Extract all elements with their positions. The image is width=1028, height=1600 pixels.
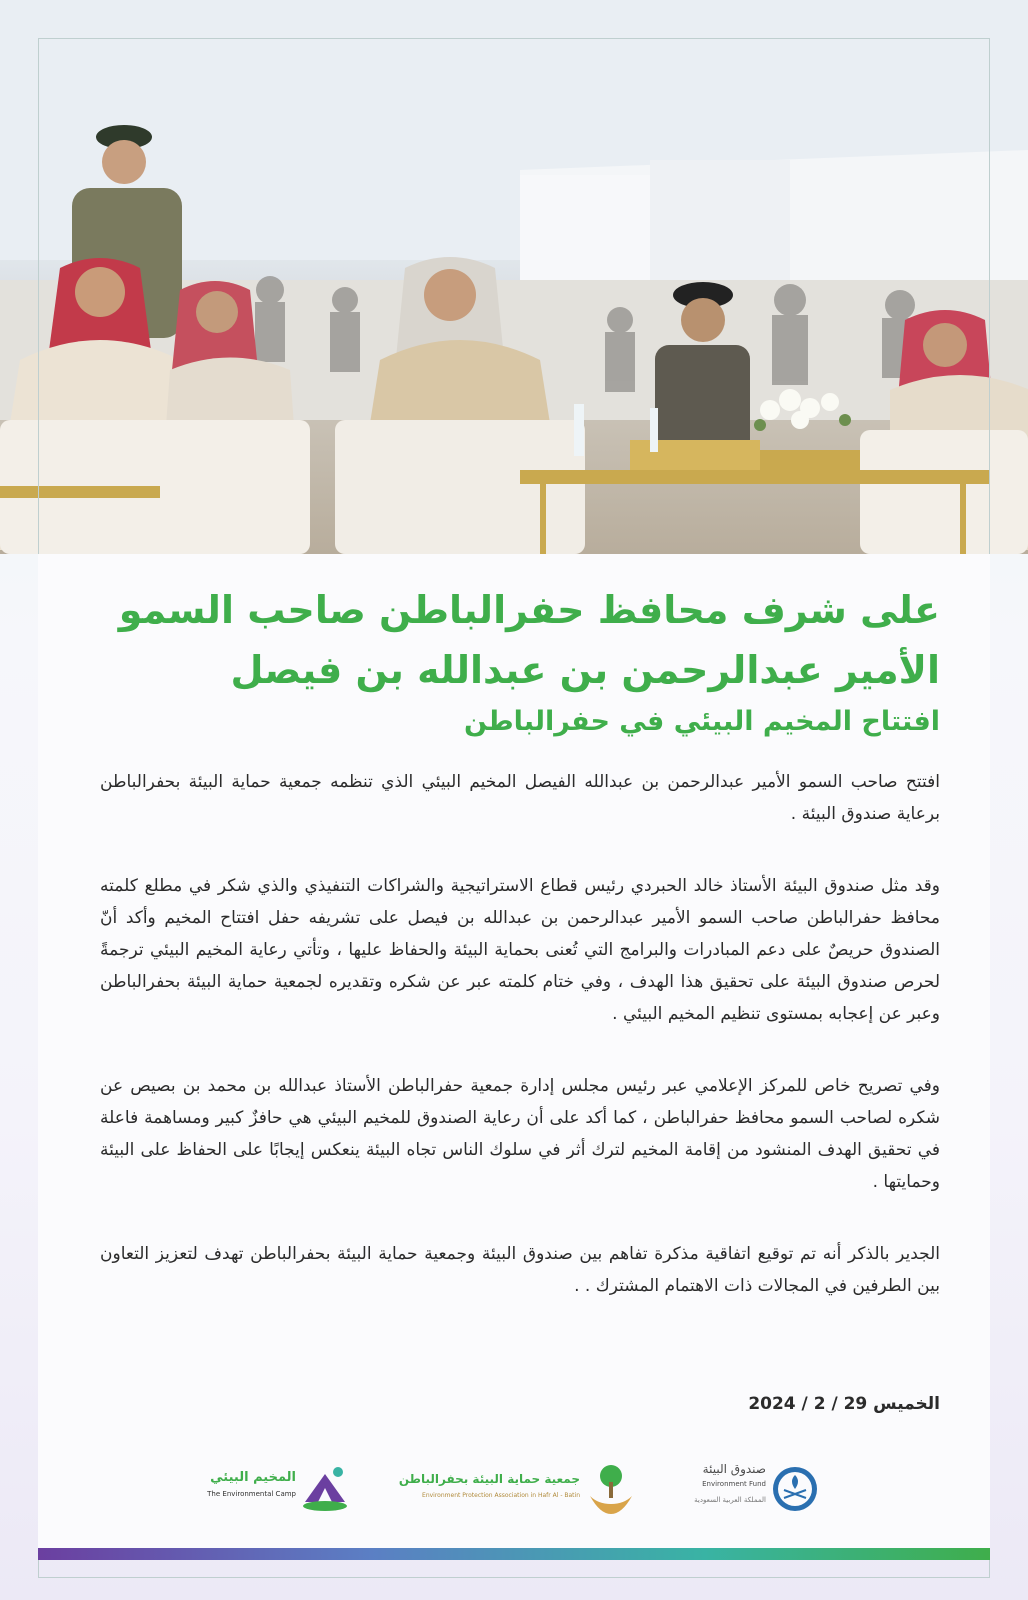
article-body [100,580,940,1342]
article-title-line1: على شرف محافظ حفرالباطن صاحب السمو [118,588,940,632]
paragraph: وفي تصريح خاص للمركز الإعلامي عبر رئيس مجلس إدارة جمعية حفرالباطن الأستاذ عبدالله بن محمد بن بصيص عن شكره لصاحب السمو محافظ حفرالباطن ، كما أكد على أن رعاية الصندوق للمخيم البيئي هي حافزٌ كبير ومساهمة فاعلة في تحقيق الهدف المنشود من إقامة المخيم لترك أثر في سلوك الناس تجاه البيئة ينعكس إيجابًا على الحفاظ على البيئة وحمايتها . [100,1076,940,1192]
association-logo [370,1458,640,1524]
camp-name-en: The Environmental Camp [207,1490,296,1498]
sponsor-logos [200,1458,820,1524]
tree-hands-icon [586,1460,636,1516]
fund-name-ar: صندوق البيئة [702,1462,766,1476]
camp-icon [300,1462,350,1512]
article-title-line2: الأمير عبدالرحمن بن عبدالله بن فيصل [230,648,940,692]
fund-name-en: Environment Fund [702,1480,766,1488]
article-subtitle: افتتاح المخيم البيئي في حفرالباطن [463,706,940,737]
paragraph: وقد مثل صندوق البيئة الأستاذ خالد الحبردي رئيس قطاع الاستراتيجية والشراكات التنفيذي والذي شكر في مطلع كلمته محافظ حفرالباطن صاحب السمو الأمير عبدالرحمن بن عبدالله بن فيصل على تشريفه حفل افتتاح المخيم وأكد أنّ الصندوق حريصٌ على دعم المبادرات والبرامج التي تُعنى بحماية البيئة والحفاظ عليها ، وتأتي رعاية المخيم البيئي ترجمةً لحرص صندوق البيئة على تحقيق هذا الهدف ، وفي ختام كلمته عبر عن شكره وتقديره لجمعية حماية البيئة بحفرالباطن وعبر عن إعجابه بمستوى تنظيم المخيم البيئي . [100,876,940,1024]
camp-name-ar: المخيم البيئي [210,1470,296,1485]
fund-subtitle: المملكة العربية السعودية [694,1496,766,1504]
paragraph: افتتح صاحب السمو الأمير عبدالرحمن بن عبدالله الفيصل المخيم البيئي الذي تنظمه جمعية حماية البيئة بحفرالباطن برعاية صندوق البيئة . [100,772,940,824]
fund-logo [650,1458,820,1524]
paragraph: الجدير بالذكر أنه تم توقيع اتفاقية مذكرة تفاهم بين صندوق البيئة وجمعية حماية البيئة بحفرالباطن تهدف لتعزيز التعاون بين الطرفين في المجالات ذات الاهتمام المشترك . . [100,1244,940,1296]
saudi-emblem-icon [772,1466,818,1512]
association-name-en: Environment Protection Association in Hafr Al - Batin [422,1492,580,1499]
article-date: الخميس 29 / 2 / 2024 [748,1394,940,1414]
camp-logo [200,1458,350,1524]
bottom-gradient-bar [38,1548,990,1560]
association-name-ar: جمعية حماية البيئة بحفرالباطن [398,1472,580,1486]
